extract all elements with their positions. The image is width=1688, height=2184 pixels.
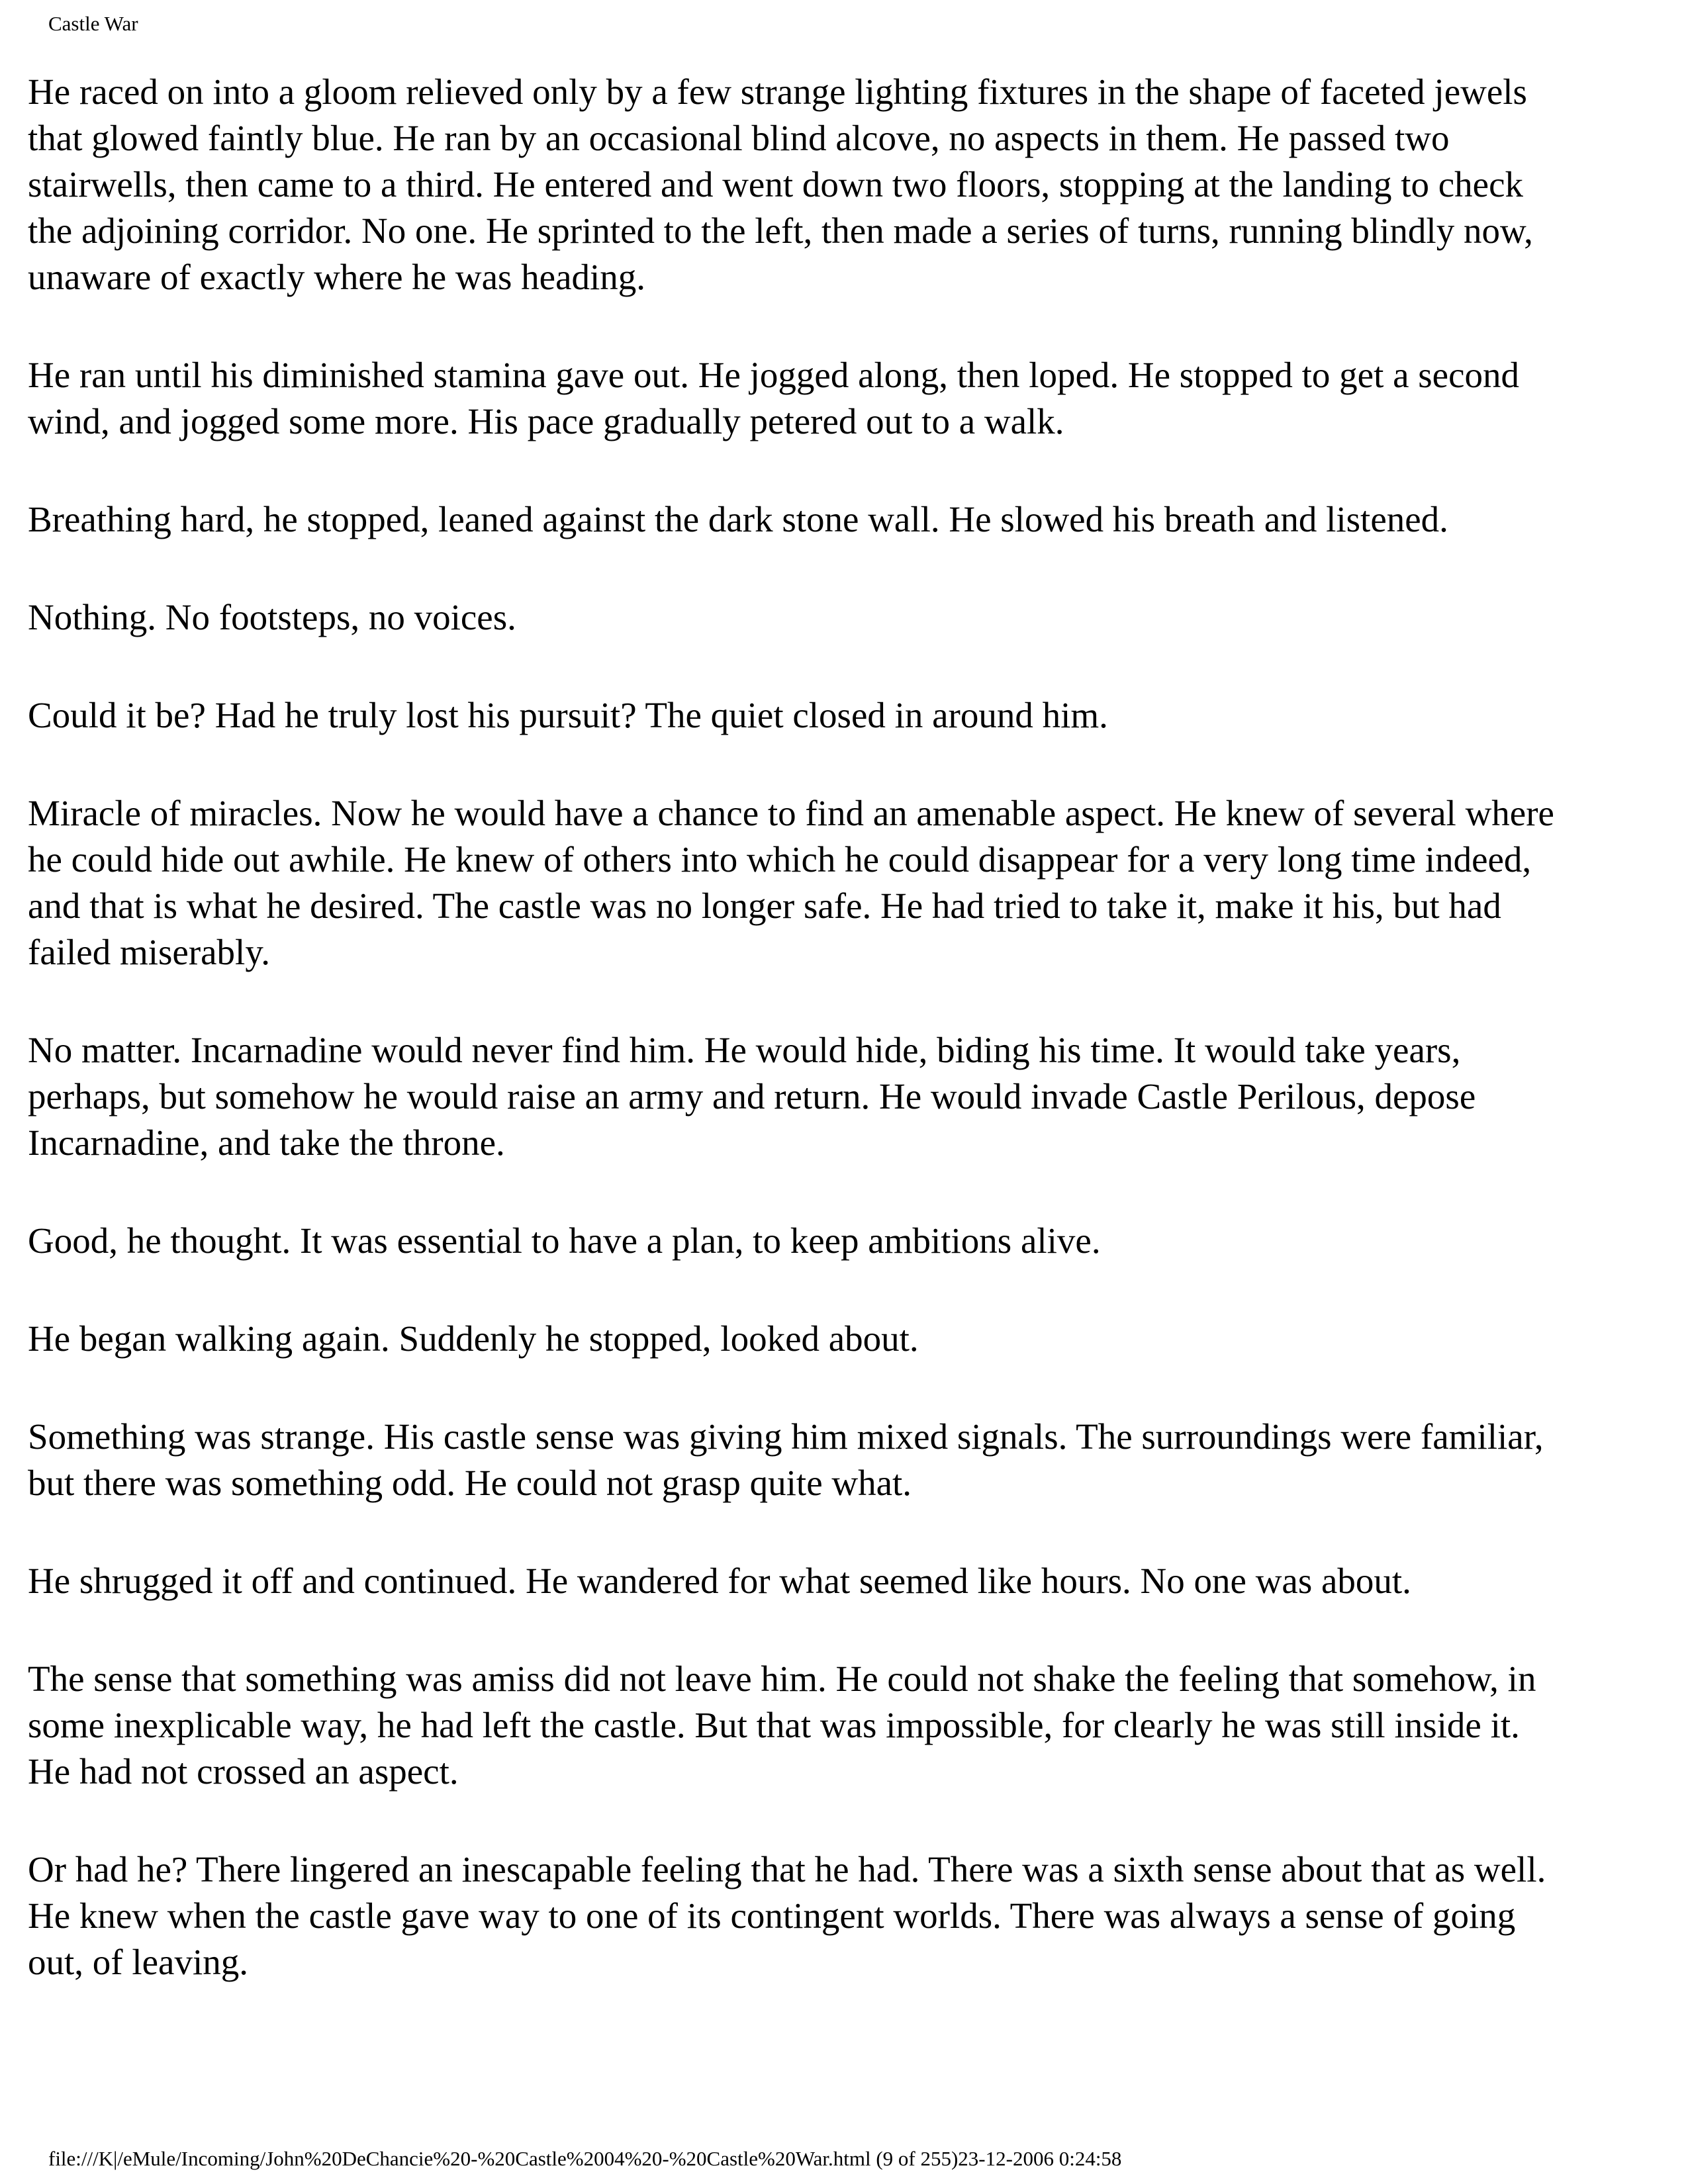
paragraph-3: Breathing hard, he stopped, leaned against the dark stone wall. He slowed his breath and listened.: [28, 499, 1448, 539]
paragraph-7: No matter. Incarnadine would never find him. He would hide, biding his time. It would take years, perhaps, but somehow he would raise an army and return. He would invade Castle Perilous, depose Incarnadine, and take the throne.: [28, 1030, 1476, 1163]
paragraph-2: He ran until his diminished stamina gave out. He jogged along, then loped. He stopped to get a second wind, and jogged some more. His pace gradually petered out to a walk.: [28, 355, 1519, 441]
paragraph-10: Something was strange. His castle sense was giving him mixed signals. The surroundings were familiar, but there was something odd. He could not grasp quite what.: [28, 1416, 1544, 1503]
paragraph-8: Good, he thought. It was essential to have a plan, to keep ambitions alive.: [28, 1220, 1101, 1261]
paragraph-4: Nothing. No footsteps, no voices.: [28, 597, 516, 637]
page-header-title: Castle War: [48, 12, 138, 35]
paragraph-12: The sense that something was amiss did not leave him. He could not shake the feeling that somehow, in some inexplicable way, he had left the castle. But that was impossible, for clearly he was still inside it. He had not crossed an aspect.: [28, 1659, 1536, 1792]
paragraph-6: Miracle of miracles. Now he would have a chance to find an amenable aspect. He knew of several where he could hide out awhile. He knew of others into which he could disappear for a very long time indeed, and that is what he desired. The castle was no longer safe. He had tried to take it, make it his, but had failed miserably.: [28, 793, 1554, 972]
paragraph-9: He began walking again. Suddenly he stopped, looked about.: [28, 1318, 919, 1359]
paragraph-1: He raced on into a gloom relieved only by a few strange lighting fixtures in the shape of faceted jewels that glowed faintly blue. He ran by an occasional blind alcove, no aspects in them. He passed two stairwells, then came to a third. He entered and went down two floors, stopping at the landing to check the adjoining corridor. No one. He sprinted to the left, then made a series of turns, running blindly now, unaware of exactly where he was heading.: [28, 71, 1533, 297]
paragraph-13: Or had he? There lingered an inescapable feeling that he had. There was a sixth sense about that as well. He knew when the castle gave way to one of its contingent worlds. There was always a sense of going out, of leaving.: [28, 1849, 1546, 1982]
paragraph-11: He shrugged it off and continued. He wandered for what seemed like hours. No one was about.: [28, 1561, 1411, 1601]
page-footer-url: file:///K|/eMule/Incoming/John%20DeChancie%20-%20Castle%2004%20-%20Castle%20War.html (9 of 255)23-12-2006 0:24:58: [48, 2147, 1122, 2170]
paragraph-5: Could it be? Had he truly lost his pursuit? The quiet closed in around him.: [28, 695, 1108, 735]
document-body: [28, 69, 1663, 2037]
